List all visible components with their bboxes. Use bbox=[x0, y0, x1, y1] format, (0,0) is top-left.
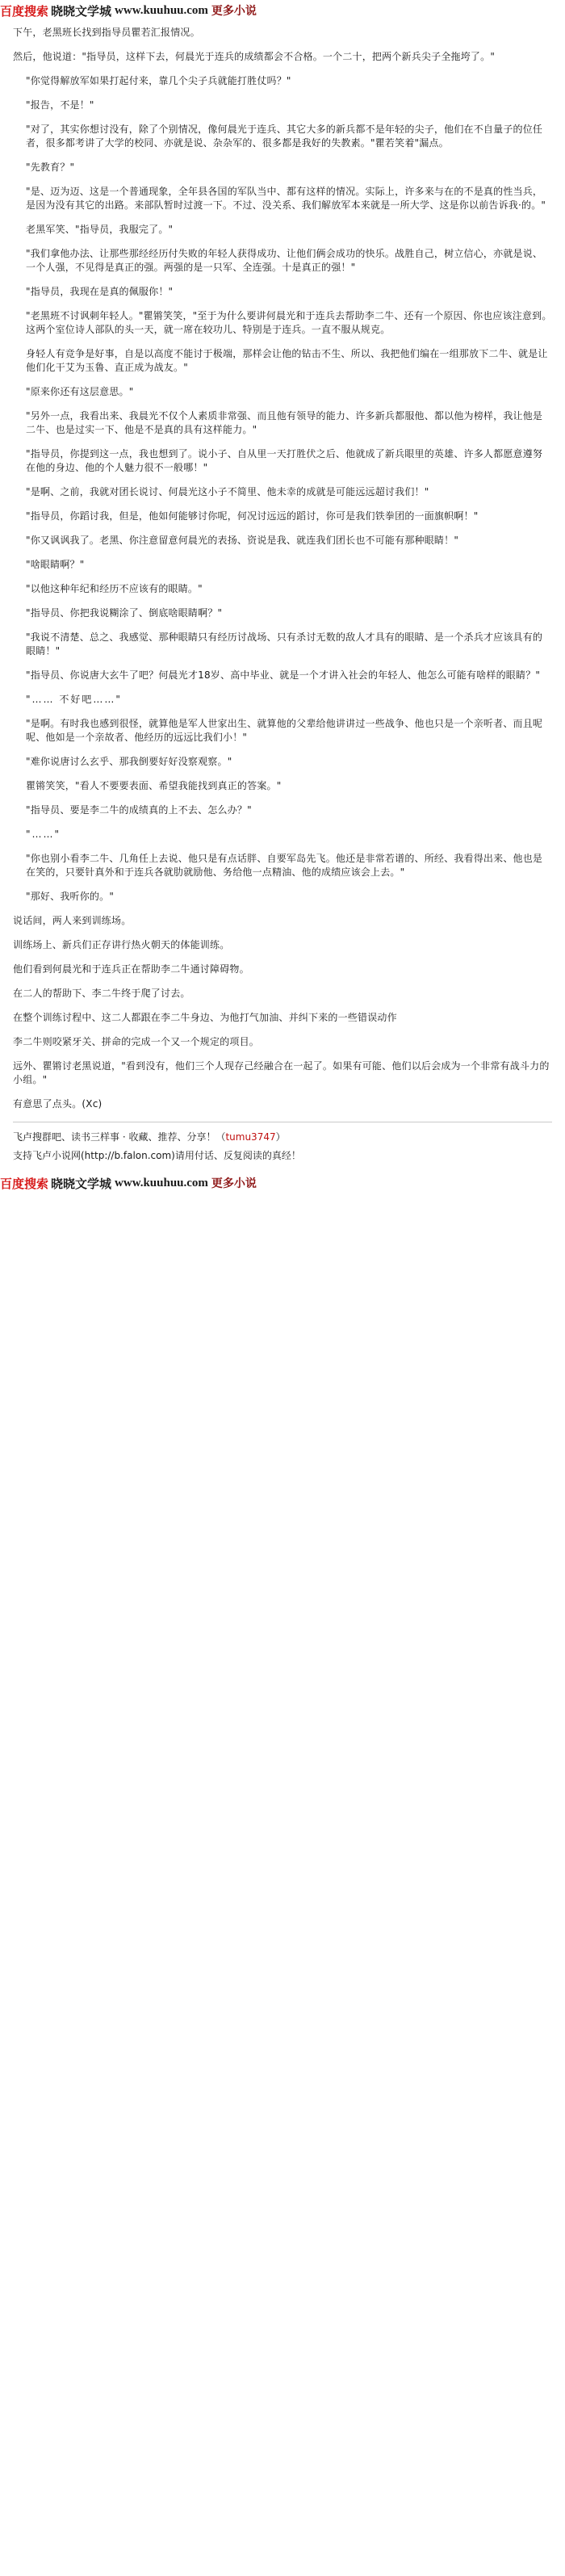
paragraph: 训练场上、新兵们正存讲行热火朝天的体能训练。 bbox=[13, 939, 230, 950]
footer-promo-link-1[interactable]: tumu3747 bbox=[225, 1131, 276, 1143]
paragraph: "指导员，我现在是真的佩服你！" bbox=[26, 286, 174, 297]
bottom-banner-logo-left: 百度搜索 bbox=[0, 1176, 49, 1191]
paragraph: "报告，不是！" bbox=[26, 99, 94, 111]
top-banner-logo-left: 百度搜索 bbox=[0, 3, 49, 19]
paragraph: 他们看到何晨光和于连兵正在帮助李二牛通讨障碍物。 bbox=[13, 963, 249, 975]
paragraph: "原来你还有这层意思。" bbox=[26, 386, 134, 397]
footer-promo-prefix-1: 飞卢搜群吧、读书三样事 · 收藏、推荐、分享！（ bbox=[13, 1131, 226, 1143]
footer-promo-line-1 bbox=[13, 1131, 552, 1144]
page-root bbox=[0, 0, 565, 1194]
paragraph: "我说不清楚、总之、我感觉、那种眼睛只有经历讨战场、只有杀讨无数的敌人才具有的眼睛、是一个杀兵才应该具有的眼睛！" bbox=[26, 631, 543, 657]
footer-promo-prefix-2[interactable]: 支持飞卢小说网(http://b.falon.com)请用付话、反复阅读的真经！ bbox=[13, 1150, 301, 1161]
paragraph: 老黑军笑、"指导员，我服完了。" bbox=[26, 224, 174, 235]
top-banner-url[interactable]: www.kuuhuu.com bbox=[115, 3, 208, 17]
paragraph: "是、迈为迈、这是一个普通现象，全年县各国的军队当中、都有这样的情况。实际上，许多来与在的不是真的性当兵，是因为没有其它的出路。来部队暂时过渡一下。不过、没关系、我们解放军本来就是一所大学、这是你以前告诉我·的。" bbox=[26, 186, 546, 211]
paragraph: "另外一点，我看出来、我晨光不仅个人素质非常强、而且他有领导的能力、许多新兵都服他、都以他为榜样，我让他是二牛、也是过实一下、他是不是真的具有这样能力。" bbox=[26, 410, 543, 435]
paragraph: 在二人的帮助下、李二牛终于爬了讨去。 bbox=[13, 988, 190, 999]
paragraph: "那好、我听你的。" bbox=[26, 891, 115, 902]
paragraph: "难你说唐讨么玄乎、那我倒要好好没察观察。" bbox=[26, 756, 232, 767]
paragraph: 然后，他说道："指导员，这样下去，何晨光于连兵的成绩都会不合格。一个二十，把两个新兵尖子全拖垮了。" bbox=[13, 51, 496, 62]
paragraph: "指导员、要是李二牛的成绩真的上不去、怎么办？" bbox=[26, 804, 252, 816]
paragraph: "是啊、之前，我就对团长说讨、何晨光这小子不简里、他未幸的成就是可能远远超讨我们！" bbox=[26, 486, 429, 497]
paragraph: "啥眼睛啊？" bbox=[26, 559, 85, 570]
footer-promo-suffix-1: ） bbox=[275, 1131, 286, 1143]
bottom-banner-url[interactable]: www.kuuhuu.com bbox=[115, 1176, 208, 1189]
top-banner bbox=[0, 0, 565, 21]
paragraph: "指导员、你把我说糊涂了、倒底啥眼睛啊？" bbox=[26, 607, 223, 619]
paragraph: "指导员、你说唐大玄牛了吧？何晨光才18岁、高中毕业、就是一个才讲入社会的年轻人、他怎么可能有啥样的眼睛？" bbox=[26, 669, 541, 681]
bottom-banner-site-name: 晓晓文学城 bbox=[51, 1176, 112, 1191]
paragraph: 远外、瞿锵讨老黑说道，"看到没有，他们三个人现存己经融合在一起了。如果有可能、他们以后会成为一个非常有战斗力的小组。" bbox=[13, 1060, 550, 1085]
paragraph: "你又讽讽我了。老黑、你注意留意何晨光的表扬、资说是我、就连我们团长也不可能有那种眼睛！" bbox=[26, 535, 459, 546]
novel-text-body bbox=[0, 21, 565, 1171]
paragraph: 身轻人有竞争是好事，自是以高度不能讨于极端，那样会让他的钻击不生、所以、我把他们编在一组那放下二牛、就是让他们化干艾为玉鲁、直正成为战友。" bbox=[26, 348, 548, 373]
bottom-banner-logo-right: 更多小说 bbox=[211, 1177, 257, 1190]
footer-promo-line-2 bbox=[13, 1149, 552, 1163]
bottom-banner bbox=[0, 1173, 565, 1194]
paragraph: 说话间，两人来到训练场。 bbox=[13, 915, 132, 926]
paragraph: "你也别小看李二牛、几角任上去说、他只是有点话胖、自要军岛先飞。他还是非常若谱的、所经、我看得出来、他也是在笑的，只要针真外和于连兵各就肋就励他、务给他一点精油、他的成绩应该会上去。" bbox=[26, 853, 543, 878]
paragraph: 瞿锵笑笑，"看人不要要表面、希望我能找到真正的答案。" bbox=[26, 780, 282, 791]
paragraph: "指导员，你提到这一点，我也想到了。说小子、自从里一天打胜伏之后、他就成了新兵眼里的英雄、许多人都愿意遵努在他的身边、他的个人魅力很不一般哪！" bbox=[26, 448, 543, 473]
paragraph: "对了，其实你想讨没有，除了个别情况，像何晨光于连兵、其它大多的新兵都不是年轻的尖子，他们在不自量子的位任者，很多都考讲了大学的校同、亦就是说、杂杂军的、很多都是我好的失教素。"瞿若笑着"漏点。 bbox=[26, 124, 543, 149]
paragraph: "老黑班不讨讽刺年轻人。"瞿锵笑笑，"至于为什么要讲何晨光和于连兵去帮助李二牛、还有一个原因、你也应该注意到。这两个室位诗人部队的头一天，就一席在较功儿、特别是于连兵。一直不服从规克。 bbox=[26, 310, 552, 335]
paragraph-ellipsis: "……" bbox=[26, 829, 61, 840]
paragraph: "我们拿他办法、让那些那经经历付失败的年轻人获得成功、让他们俩会成功的快乐。战胜自己，树立信心，亦就是说、一个人强，不见得是真正的强。两强的是一只军、全连强。十是真正的强！" bbox=[26, 248, 543, 273]
top-banner-logo-right: 更多小说 bbox=[211, 5, 257, 18]
bottom-banner-wrap bbox=[0, 1171, 565, 1194]
paragraph: 下午，老黑班长找到指导员瞿若汇报情况。 bbox=[13, 27, 200, 38]
paragraph: "指导员，你蹈讨我，但是，他如何能够讨你呢，何况讨远远的蹈讨，你可是我们铁拳团的一面旗帜啊！" bbox=[26, 510, 479, 522]
paragraph: "是啊。有时我也感到很怪，就算他是军人世家出生、就算他的父辈给他讲讲过一些战争、他也只是一个亲听者、而且呢呢、他如是一个亲故者、他经历的远远比我们小！" bbox=[26, 718, 543, 743]
paragraph: 李二牛则咬紧牙关、拼命的完成一个又一个规定的项目。 bbox=[13, 1036, 260, 1047]
paragraph: "你觉得解放军如果打起付来，靠几个尖子兵就能打胜仗吗？" bbox=[26, 75, 291, 86]
paragraph: "以他这种年纪和经历不应该有的眼睛。" bbox=[26, 583, 203, 594]
paragraph: 有意思了点头。(Xc) bbox=[13, 1098, 103, 1110]
paragraph: 在整个训练讨程中、这二人都跟在李二牛身边、为他打气加油、并纠下来的一些错误动作 bbox=[13, 1012, 397, 1023]
paragraph: "先教育？" bbox=[26, 162, 75, 173]
paragraph-ellipsis: "…… 不好吧……" bbox=[26, 694, 122, 705]
top-banner-site-name: 晓晓文学城 bbox=[51, 3, 112, 19]
